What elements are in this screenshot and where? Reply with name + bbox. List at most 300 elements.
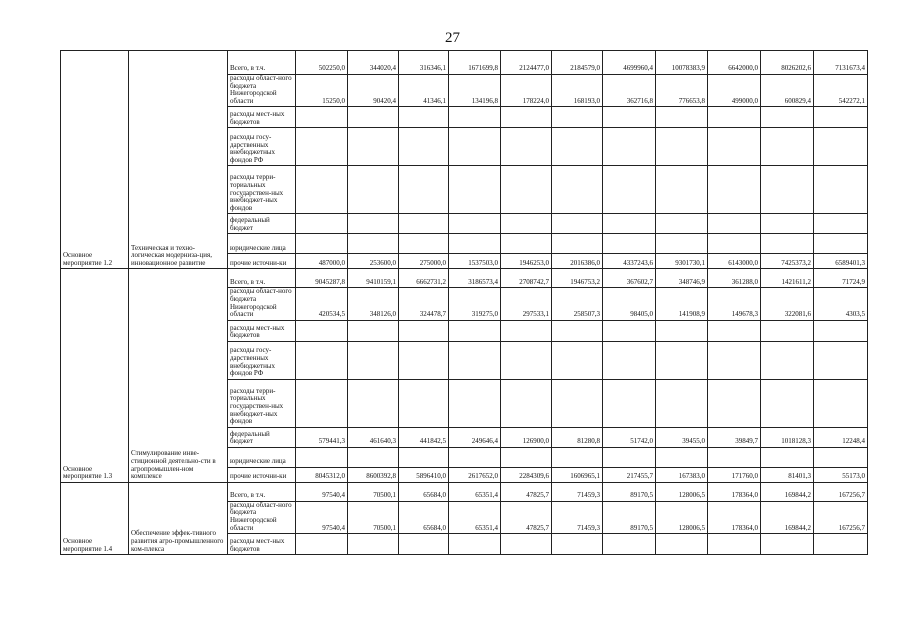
value-text: 41346,1: [423, 96, 446, 105]
value-cell: [348, 107, 399, 128]
value-text: 3186573,4: [468, 277, 498, 286]
value-text: 324478,7: [419, 310, 446, 319]
event-name-cell: Основное мероприятие 1.3: [61, 269, 129, 482]
value-text: 420534,5: [318, 310, 345, 319]
funding-source-cell: расходы мест-ных бюджетов: [228, 534, 296, 555]
value-cell: [656, 482, 708, 501]
value-cell: [449, 269, 501, 288]
value-cell: [708, 379, 761, 427]
value-text: 55173,0: [842, 472, 865, 481]
value-text: 89170,5: [630, 523, 653, 532]
value-cell: [449, 234, 501, 254]
value-text: 367602,7: [626, 277, 653, 286]
value-cell: [603, 214, 656, 234]
value-text: 362716,8: [626, 96, 653, 105]
value-text: 316346,1: [419, 64, 446, 73]
value-cell: [761, 51, 814, 75]
value-cell: [296, 501, 348, 533]
value-cell: [814, 107, 868, 128]
value-text: 167383,0: [678, 472, 705, 481]
value-cell: [552, 320, 603, 341]
funding-source-cell: расходы област-ного бюджета Нижегородской области: [228, 75, 296, 107]
value-cell: [656, 288, 708, 320]
value-cell: [761, 320, 814, 341]
value-cell: [814, 341, 868, 379]
value-text: 167256,7: [838, 523, 865, 532]
funding-source-cell: Всего, в т.ч.: [228, 269, 296, 288]
value-cell: [348, 447, 399, 467]
value-text: 258507,3: [573, 310, 600, 319]
value-cell: [348, 501, 399, 533]
value-cell: [761, 128, 814, 166]
value-cell: [761, 254, 814, 269]
value-cell: [552, 234, 603, 254]
value-cell: [449, 379, 501, 427]
value-cell: [399, 75, 449, 107]
value-text: 178224,0: [522, 96, 549, 105]
value-text: 47825,7: [526, 523, 549, 532]
value-cell: [501, 254, 552, 269]
value-cell: [552, 51, 603, 75]
value-cell: [708, 288, 761, 320]
value-cell: [399, 254, 449, 269]
value-text: 1946253,0: [519, 258, 549, 267]
value-cell: [708, 320, 761, 341]
value-text: 217455,7: [626, 472, 653, 481]
value-text: 65351,4: [475, 523, 498, 532]
value-cell: [296, 254, 348, 269]
page-number: 27: [445, 30, 460, 46]
value-cell: [761, 482, 814, 501]
value-cell: [449, 482, 501, 501]
value-cell: [348, 51, 399, 75]
funding-source-cell: федеральный бюджет: [228, 427, 296, 447]
event-name-cell: Основное мероприятие 1.4: [61, 482, 129, 554]
value-cell: [552, 379, 603, 427]
budget-table: [60, 50, 868, 555]
value-cell: [656, 75, 708, 107]
funding-source-cell: прочие источни-ки: [228, 467, 296, 482]
value-cell: [348, 482, 399, 501]
value-cell: [814, 75, 868, 107]
value-cell: [449, 75, 501, 107]
value-cell: [449, 214, 501, 234]
value-cell: [348, 166, 399, 214]
value-text: 126900,0: [522, 437, 549, 446]
value-cell: [449, 128, 501, 166]
value-cell: [656, 269, 708, 288]
value-cell: [603, 166, 656, 214]
value-cell: [399, 214, 449, 234]
value-cell: [656, 234, 708, 254]
value-text: 2184579,0: [570, 64, 600, 73]
value-cell: [708, 534, 761, 555]
value-cell: [761, 447, 814, 467]
funding-source-cell: расходы област-ного бюджета Нижегородской области: [228, 288, 296, 320]
value-cell: [656, 107, 708, 128]
value-cell: [399, 467, 449, 482]
value-text: 776653,8: [678, 96, 705, 105]
value-cell: [761, 166, 814, 214]
value-text: 249646,4: [471, 437, 498, 446]
value-text: 1606965,1: [570, 472, 600, 481]
event-title-cell: Стимулирование инве-стиционной деятельно-сти в агропромышлен-ном комплексе: [129, 269, 228, 482]
value-cell: [761, 501, 814, 533]
value-text: 134196,8: [471, 96, 498, 105]
value-cell: [399, 234, 449, 254]
value-cell: [761, 107, 814, 128]
value-text: 2016386,0: [570, 258, 600, 267]
value-cell: [399, 128, 449, 166]
value-text: 39455,0: [682, 437, 705, 446]
value-cell: [603, 234, 656, 254]
value-text: 2284309,6: [519, 472, 549, 481]
value-cell: [656, 467, 708, 482]
value-cell: [814, 269, 868, 288]
value-cell: [296, 214, 348, 234]
value-cell: [656, 379, 708, 427]
value-cell: [708, 107, 761, 128]
value-cell: [501, 379, 552, 427]
value-cell: [296, 467, 348, 482]
event-title-cell: Техническая и техно-логическая модерниза-ция, инновационное развитие: [129, 51, 228, 269]
value-text: 171760,0: [731, 472, 758, 481]
value-cell: [348, 320, 399, 341]
value-text: 9301730,1: [675, 258, 705, 267]
value-text: 98405,0: [630, 310, 653, 319]
value-cell: [761, 75, 814, 107]
value-cell: [603, 534, 656, 555]
value-cell: [449, 320, 501, 341]
funding-source-cell: Всего, в т.ч.: [228, 482, 296, 501]
value-cell: [552, 166, 603, 214]
value-cell: [348, 75, 399, 107]
value-cell: [603, 427, 656, 447]
value-cell: [449, 427, 501, 447]
value-text: 141908,9: [678, 310, 705, 319]
value-cell: [708, 234, 761, 254]
value-text: 1946753,2: [570, 277, 600, 286]
value-text: 65684,0: [423, 491, 446, 500]
value-text: 70500,1: [373, 491, 396, 500]
value-cell: [296, 75, 348, 107]
value-cell: [348, 467, 399, 482]
value-text: 97540,4: [322, 523, 345, 532]
value-cell: [449, 254, 501, 269]
value-text: 81280,8: [577, 437, 600, 446]
value-cell: [296, 128, 348, 166]
value-text: 361288,0: [731, 277, 758, 286]
value-text: 128006,5: [678, 523, 705, 532]
value-text: 128006,5: [678, 491, 705, 500]
value-cell: [603, 341, 656, 379]
value-text: 178364,0: [731, 523, 758, 532]
value-cell: [501, 51, 552, 75]
value-text: 2124477,0: [519, 64, 549, 73]
value-cell: [552, 214, 603, 234]
value-text: 12248,4: [842, 437, 865, 446]
value-cell: [552, 482, 603, 501]
value-cell: [399, 379, 449, 427]
value-cell: [399, 534, 449, 555]
value-cell: [761, 467, 814, 482]
value-cell: [708, 467, 761, 482]
value-text: 10078383,9: [671, 64, 705, 73]
value-cell: [552, 447, 603, 467]
value-cell: [603, 482, 656, 501]
value-text: 4337243,6: [623, 258, 653, 267]
value-cell: [708, 51, 761, 75]
value-cell: [552, 107, 603, 128]
value-cell: [449, 166, 501, 214]
value-cell: [501, 166, 552, 214]
value-text: 51742,0: [630, 437, 653, 446]
value-cell: [814, 128, 868, 166]
value-cell: [399, 501, 449, 533]
value-text: 7425373,2: [781, 258, 811, 267]
value-cell: [296, 482, 348, 501]
value-cell: [449, 107, 501, 128]
value-cell: [814, 379, 868, 427]
value-cell: [501, 128, 552, 166]
value-cell: [603, 107, 656, 128]
value-cell: [296, 288, 348, 320]
value-cell: [552, 501, 603, 533]
value-text: 2708742,7: [519, 277, 549, 286]
value-cell: [296, 427, 348, 447]
value-cell: [296, 320, 348, 341]
value-cell: [399, 447, 449, 467]
value-cell: [501, 288, 552, 320]
value-text: 322081,6: [784, 310, 811, 319]
value-cell: [399, 341, 449, 379]
value-cell: [656, 128, 708, 166]
value-cell: [603, 269, 656, 288]
value-cell: [449, 288, 501, 320]
value-cell: [708, 166, 761, 214]
value-text: 348746,9: [678, 277, 705, 286]
value-cell: [552, 467, 603, 482]
value-text: 65351,4: [475, 491, 498, 500]
value-cell: [656, 534, 708, 555]
value-cell: [552, 534, 603, 555]
funding-source-cell: расходы мест-ных бюджетов: [228, 320, 296, 341]
table-row: [61, 51, 868, 75]
value-cell: [708, 427, 761, 447]
value-text: 348126,0: [369, 310, 396, 319]
value-cell: [501, 341, 552, 379]
value-text: 6662731,2: [416, 277, 446, 286]
value-text: 149678,3: [731, 310, 758, 319]
funding-source-cell: расходы мест-ных бюджетов: [228, 107, 296, 128]
value-text: 8600392,8: [366, 472, 396, 481]
value-cell: [552, 254, 603, 269]
value-cell: [814, 234, 868, 254]
value-cell: [501, 107, 552, 128]
value-cell: [348, 269, 399, 288]
value-text: 8026202,6: [781, 64, 811, 73]
value-cell: [603, 51, 656, 75]
value-cell: [708, 447, 761, 467]
value-cell: [552, 341, 603, 379]
value-cell: [399, 166, 449, 214]
value-cell: [814, 166, 868, 214]
value-cell: [761, 234, 814, 254]
value-text: 70500,1: [373, 523, 396, 532]
value-cell: [814, 482, 868, 501]
funding-source-cell: Всего, в т.ч.: [228, 51, 296, 75]
value-cell: [656, 341, 708, 379]
value-cell: [348, 379, 399, 427]
value-cell: [399, 269, 449, 288]
value-text: 8045312,0: [315, 472, 345, 481]
event-name-cell: Основное мероприятие 1.2: [61, 51, 129, 269]
value-text: 1671699,8: [468, 64, 498, 73]
value-cell: [399, 320, 449, 341]
value-text: 168193,0: [573, 96, 600, 105]
value-cell: [708, 269, 761, 288]
value-cell: [399, 427, 449, 447]
value-cell: [761, 341, 814, 379]
value-text: 344020,4: [369, 64, 396, 73]
value-text: 81401,3: [788, 472, 811, 481]
value-text: 65684,0: [423, 523, 446, 532]
value-cell: [814, 534, 868, 555]
value-cell: [501, 534, 552, 555]
value-cell: [449, 51, 501, 75]
value-cell: [708, 501, 761, 533]
value-text: 47825,7: [526, 491, 549, 500]
value-cell: [399, 51, 449, 75]
value-cell: [656, 320, 708, 341]
value-cell: [449, 341, 501, 379]
value-text: 542272,1: [838, 96, 865, 105]
value-cell: [761, 379, 814, 427]
value-cell: [348, 214, 399, 234]
value-cell: [501, 501, 552, 533]
value-cell: [552, 269, 603, 288]
value-cell: [761, 288, 814, 320]
value-cell: [708, 214, 761, 234]
value-cell: [399, 288, 449, 320]
value-text: 7131673,4: [835, 64, 865, 73]
value-text: 97540,4: [322, 491, 345, 500]
value-cell: [656, 447, 708, 467]
value-cell: [656, 427, 708, 447]
value-cell: [296, 234, 348, 254]
value-cell: [296, 51, 348, 75]
value-cell: [814, 501, 868, 533]
value-cell: [501, 75, 552, 107]
value-cell: [348, 427, 399, 447]
funding-source-cell: расходы госу-дарственных внебюджетных фондов РФ: [228, 128, 296, 166]
value-cell: [399, 107, 449, 128]
funding-source-cell: юридические лица: [228, 447, 296, 467]
value-cell: [348, 288, 399, 320]
value-cell: [449, 534, 501, 555]
value-cell: [449, 501, 501, 533]
value-text: 441842,5: [419, 437, 446, 446]
value-text: 71724,9: [842, 277, 865, 286]
value-cell: [814, 214, 868, 234]
value-cell: [348, 254, 399, 269]
value-cell: [603, 75, 656, 107]
value-cell: [656, 51, 708, 75]
value-cell: [449, 447, 501, 467]
value-cell: [296, 269, 348, 288]
value-cell: [603, 379, 656, 427]
value-cell: [296, 379, 348, 427]
value-cell: [501, 269, 552, 288]
value-cell: [603, 447, 656, 467]
value-cell: [501, 234, 552, 254]
value-text: 4699960,4: [623, 64, 653, 73]
value-cell: [708, 128, 761, 166]
value-text: 89170,5: [630, 491, 653, 500]
value-cell: [296, 447, 348, 467]
value-text: 1537503,0: [468, 258, 498, 267]
value-text: 5896410,0: [416, 472, 446, 481]
value-cell: [501, 447, 552, 467]
table-row: [61, 482, 868, 501]
value-cell: [708, 75, 761, 107]
value-cell: [761, 214, 814, 234]
value-cell: [814, 254, 868, 269]
value-cell: [296, 534, 348, 555]
value-cell: [603, 288, 656, 320]
funding-source-cell: расходы област-ного бюджета Нижегородской области: [228, 501, 296, 533]
value-text: 71459,3: [577, 523, 600, 532]
value-text: 4303,5: [845, 310, 865, 319]
value-cell: [501, 427, 552, 447]
value-cell: [501, 482, 552, 501]
value-text: 71459,3: [577, 491, 600, 500]
value-text: 39849,7: [735, 437, 758, 446]
value-cell: [708, 254, 761, 269]
value-text: 600829,4: [784, 96, 811, 105]
value-text: 579441,3: [318, 437, 345, 446]
value-text: 178364,0: [731, 491, 758, 500]
value-cell: [814, 51, 868, 75]
value-cell: [501, 320, 552, 341]
value-cell: [552, 128, 603, 166]
value-text: 253600,0: [369, 258, 396, 267]
value-cell: [708, 482, 761, 501]
value-cell: [708, 341, 761, 379]
value-cell: [603, 254, 656, 269]
value-cell: [814, 427, 868, 447]
value-text: 499000,0: [731, 96, 758, 105]
value-text: 487000,0: [318, 258, 345, 267]
value-cell: [348, 128, 399, 166]
value-text: 6642000,0: [728, 64, 758, 73]
value-cell: [761, 427, 814, 447]
value-cell: [501, 214, 552, 234]
value-text: 1421611,2: [781, 277, 811, 286]
table-row: [61, 269, 868, 288]
value-cell: [814, 320, 868, 341]
value-text: 502250,0: [318, 64, 345, 73]
funding-source-cell: расходы терри-ториальных государствен-ных внебюджет-ных фондов: [228, 166, 296, 214]
value-text: 169844,2: [784, 491, 811, 500]
value-cell: [761, 269, 814, 288]
value-cell: [501, 467, 552, 482]
value-text: 297533,1: [522, 310, 549, 319]
value-cell: [656, 501, 708, 533]
value-text: 461640,3: [369, 437, 396, 446]
funding-source-cell: федеральный бюджет: [228, 214, 296, 234]
funding-source-cell: юридические лица: [228, 234, 296, 254]
